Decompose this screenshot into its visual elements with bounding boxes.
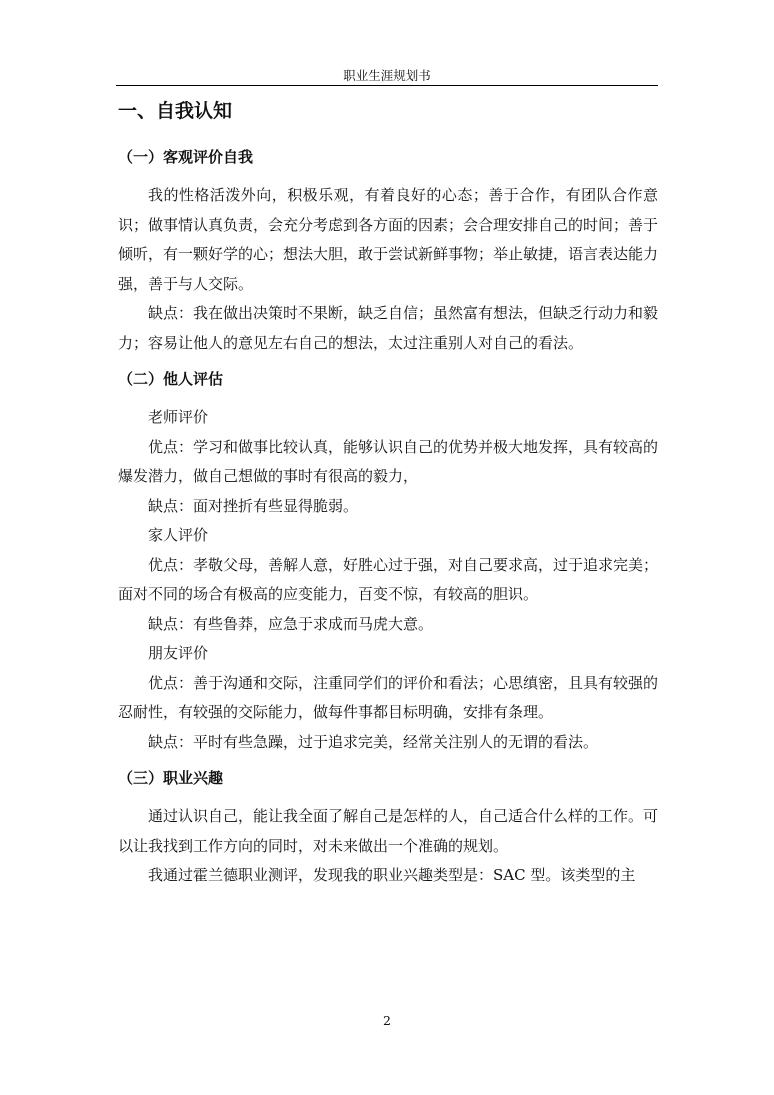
paragraph: 通过认识自己，能让我全面了解自己是怎样的人，自己适合什么样的工作。可以让我找到工作方向的同时，对未来做出一个准确的规划。 — [118, 807, 659, 855]
subsection-heading-others: （二）他人评估 — [118, 370, 224, 388]
subsection-heading-objective: （一）客观评价自我 — [118, 148, 254, 166]
paragraph: 缺点：面对挫折有些显得脆弱。 — [148, 496, 359, 515]
paragraph: 缺点：有些鲁莽，应急于求成而马虎大意。 — [148, 614, 434, 633]
paragraph: 优点：孝敬父母，善解人意，好胜心过于强，对自己要求高，过于追求完美；面对不同的场合有极高的应变能力，百变不惊，有较高的胆识。 — [118, 555, 659, 603]
section-heading: 一、自我认知 — [118, 100, 233, 122]
paragraph: 老师评价 — [148, 408, 209, 426]
page-content — [118, 96, 658, 891]
header-rule — [116, 85, 658, 86]
paragraph: 朋友评价 — [148, 644, 209, 662]
page-number: 2 — [383, 1013, 391, 1028]
paragraph: 优点：学习和做事比较认真，能够认识自己的优势并极大地发挥，具有较高的爆发潜力，做自己想做的事时有很高的毅力， — [118, 437, 659, 485]
paragraph: 缺点：我在做出决策时不果断，缺乏自信；虽然富有想法，但缺乏行动力和毅力；容易让他人的意见左右自己的想法，太过注重别人对自己的看法。 — [118, 304, 659, 352]
subsection-heading-interest: （三）职业兴趣 — [118, 769, 224, 787]
paragraph: 家人评价 — [148, 526, 209, 544]
paragraph: 我通过霍兰德职业测评，发现我的职业兴趣类型是：SAC 型。该类型的主 — [148, 866, 636, 884]
paragraph: 缺点：平时有些急躁，过于追求完美，经常关注别人的无谓的看法。 — [148, 732, 599, 751]
paragraph: 我的性格活泼外向，积极乐观，有着良好的心态；善于合作，有团队合作意识；做事情认真负责，会充分考虑到各方面的因素；会合理安排自己的时间；善于倾听，有一颗好学的心；想法大胆，敢于尝试新鲜事物；举止敏捷，语言表达能力强，善于与人交际。 — [118, 186, 659, 293]
paragraph: 优点：善于沟通和交际，注重同学们的评价和看法；心思缜密，且具有较强的忍耐性，有较强的交际能力，做每件事都目标明确，安排有条理。 — [118, 673, 659, 721]
page-header-title: 职业生涯规划书 — [343, 68, 431, 83]
